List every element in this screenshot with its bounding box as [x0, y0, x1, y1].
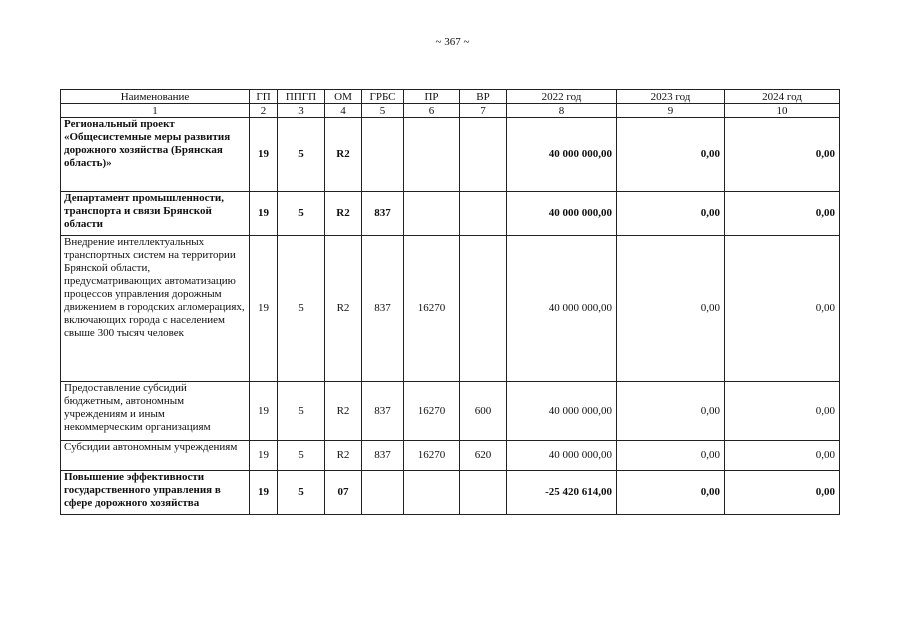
- cell-grbs: 837: [362, 236, 404, 382]
- column-number: 7: [460, 104, 507, 118]
- row-name: Внедрение интеллектуальных транспортных систем на территории Брянской области, предусматривающих автоматизацию процессов управления дорожным движением в городских агломерациях, включающих города с населением свыше 300 тысяч человек: [61, 236, 250, 382]
- column-number: 10: [725, 104, 840, 118]
- cell-pr: [404, 471, 460, 515]
- table-row: [61, 471, 840, 515]
- cell-vr: [460, 236, 507, 382]
- cell-pr: 16270: [404, 236, 460, 382]
- column-number: 5: [362, 104, 404, 118]
- cell-ppgp: 5: [278, 118, 325, 192]
- cell-2023: 0,00: [617, 236, 725, 382]
- cell-grbs: 837: [362, 192, 404, 236]
- header-pr: ПР: [404, 90, 460, 104]
- cell-gp: 19: [250, 118, 278, 192]
- cell-gp: 19: [250, 236, 278, 382]
- cell-ppgp: 5: [278, 382, 325, 441]
- cell-2022: 40 000 000,00: [507, 192, 617, 236]
- cell-pr: [404, 192, 460, 236]
- table-row: [61, 192, 840, 236]
- cell-2022: 40 000 000,00: [507, 236, 617, 382]
- cell-2024: 0,00: [725, 382, 840, 441]
- cell-grbs: [362, 118, 404, 192]
- cell-vr: 620: [460, 441, 507, 471]
- cell-om: R2: [325, 382, 362, 441]
- table-row: [61, 118, 840, 192]
- cell-2023: 0,00: [617, 118, 725, 192]
- table-header: [61, 90, 840, 118]
- page-number: ~ 367 ~: [435, 36, 470, 48]
- cell-2024: 0,00: [725, 441, 840, 471]
- column-number: 2: [250, 104, 278, 118]
- cell-2023: 0,00: [617, 471, 725, 515]
- cell-gp: 19: [250, 382, 278, 441]
- cell-2024: 0,00: [725, 236, 840, 382]
- cell-gp: 19: [250, 471, 278, 515]
- cell-vr: [460, 192, 507, 236]
- column-number: 3: [278, 104, 325, 118]
- cell-grbs: 837: [362, 441, 404, 471]
- header-2023: 2023 год: [617, 90, 725, 104]
- table-row: [61, 441, 840, 471]
- header-grbs: ГРБС: [362, 90, 404, 104]
- cell-2022: 40 000 000,00: [507, 382, 617, 441]
- row-name: Предоставление субсидий бюджетным, автономным учреждениям и иным некоммерческим организациям: [61, 382, 250, 441]
- row-name: Повышение эффективности государственного управления в сфере дорожного хозяйства: [61, 471, 250, 515]
- column-number: 1: [61, 104, 250, 118]
- cell-2024: 0,00: [725, 118, 840, 192]
- header-2024: 2024 год: [725, 90, 840, 104]
- header-ppgp: ППГП: [278, 90, 325, 104]
- cell-2024: 0,00: [725, 192, 840, 236]
- cell-pr: [404, 118, 460, 192]
- column-number: 4: [325, 104, 362, 118]
- cell-pr: 16270: [404, 382, 460, 441]
- header-om: ОМ: [325, 90, 362, 104]
- cell-2023: 0,00: [617, 441, 725, 471]
- cell-vr: [460, 471, 507, 515]
- cell-ppgp: 5: [278, 236, 325, 382]
- column-number: 6: [404, 104, 460, 118]
- header-vr: ВР: [460, 90, 507, 104]
- column-number: 8: [507, 104, 617, 118]
- row-name: Департамент промышленности, транспорта и связи Брянской области: [61, 192, 250, 236]
- cell-om: R2: [325, 236, 362, 382]
- column-number: 9: [617, 104, 725, 118]
- cell-2024: 0,00: [725, 471, 840, 515]
- cell-grbs: 837: [362, 382, 404, 441]
- header-name: Наименование: [61, 90, 250, 104]
- row-name: Региональный проект «Общесистемные меры развития дорожного хозяйства (Брянская область)»: [61, 118, 250, 192]
- cell-2022: 40 000 000,00: [507, 441, 617, 471]
- cell-2022: -25 420 614,00: [507, 471, 617, 515]
- header-2022: 2022 год: [507, 90, 617, 104]
- cell-pr: 16270: [404, 441, 460, 471]
- cell-ppgp: 5: [278, 471, 325, 515]
- cell-ppgp: 5: [278, 192, 325, 236]
- row-name: Субсидии автономным учреждениям: [61, 441, 250, 471]
- table-body: [61, 118, 840, 515]
- cell-ppgp: 5: [278, 441, 325, 471]
- cell-om: R2: [325, 192, 362, 236]
- cell-vr: [460, 118, 507, 192]
- cell-2023: 0,00: [617, 382, 725, 441]
- cell-2022: 40 000 000,00: [507, 118, 617, 192]
- cell-2023: 0,00: [617, 192, 725, 236]
- budget-table: [60, 89, 840, 515]
- cell-om: R2: [325, 118, 362, 192]
- table-row: [61, 382, 840, 441]
- cell-vr: 600: [460, 382, 507, 441]
- cell-om: 07: [325, 471, 362, 515]
- cell-om: R2: [325, 441, 362, 471]
- header-gp: ГП: [250, 90, 278, 104]
- column-number-row: [61, 104, 840, 118]
- header-row: [61, 90, 840, 104]
- table-row: [61, 236, 840, 382]
- cell-gp: 19: [250, 192, 278, 236]
- cell-gp: 19: [250, 441, 278, 471]
- cell-grbs: [362, 471, 404, 515]
